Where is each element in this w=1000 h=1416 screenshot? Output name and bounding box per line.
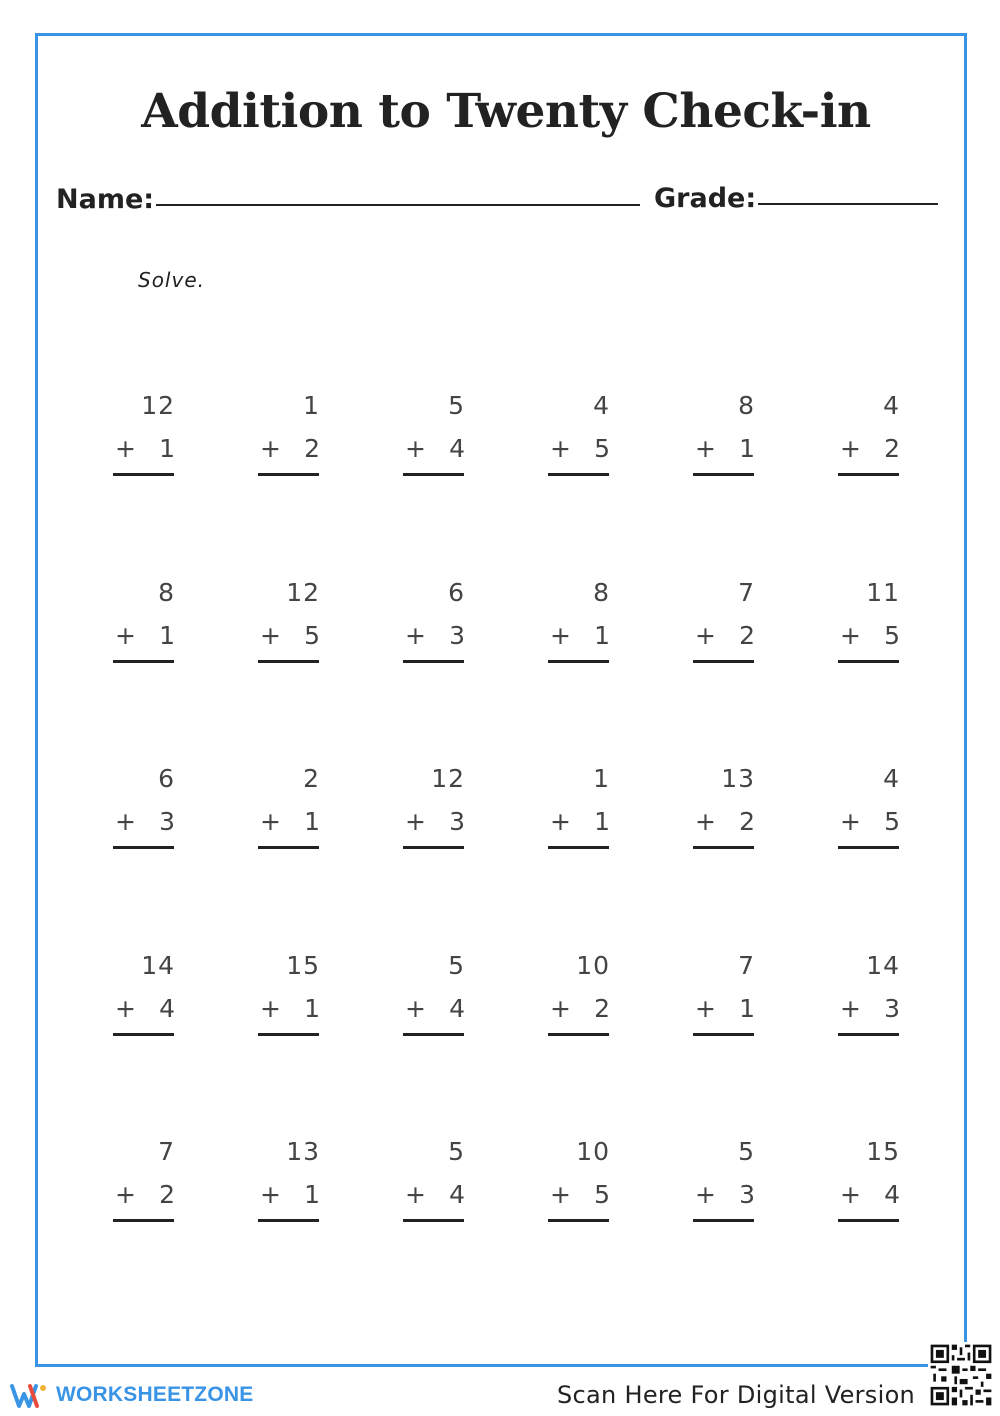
bottom-addend: 1 — [159, 621, 175, 650]
qr-code-icon[interactable] — [928, 1342, 994, 1408]
addition-problem — [838, 391, 900, 471]
worksheetzone-logo-icon — [10, 1380, 50, 1410]
plus-sign: + — [260, 434, 281, 463]
answer-line[interactable] — [258, 1219, 319, 1222]
plus-sign: + — [695, 434, 716, 463]
addition-problem — [693, 391, 755, 471]
addition-problem — [548, 951, 610, 1031]
plus-sign: + — [115, 807, 136, 836]
top-addend: 14 — [141, 951, 175, 980]
bottom-addend: 3 — [739, 1180, 755, 1209]
bottom-addend: 5 — [594, 434, 610, 463]
bottom-addend: 1 — [304, 1180, 320, 1209]
plus-sign: + — [840, 807, 861, 836]
bottom-addend: 4 — [449, 1180, 465, 1209]
top-addend: 12 — [286, 578, 320, 607]
answer-line[interactable] — [113, 1033, 174, 1036]
plus-sign: + — [550, 807, 571, 836]
top-addend: 4 — [883, 764, 900, 793]
answer-line[interactable] — [113, 846, 174, 849]
answer-line[interactable] — [403, 1033, 464, 1036]
addition-problem — [838, 1137, 900, 1217]
addition-problem — [113, 951, 175, 1031]
addition-problem — [693, 578, 755, 658]
addition-problem — [258, 391, 320, 471]
bottom-addend: 5 — [884, 621, 900, 650]
addition-problem — [693, 1137, 755, 1217]
top-addend: 7 — [158, 1137, 175, 1166]
bottom-addend: 2 — [594, 994, 610, 1023]
answer-line[interactable] — [693, 1219, 754, 1222]
bottom-addend: 3 — [449, 621, 465, 650]
answer-line[interactable] — [113, 660, 174, 663]
addition-problem — [403, 391, 465, 471]
answer-line[interactable] — [403, 473, 464, 476]
plus-sign: + — [695, 994, 716, 1023]
plus-sign: + — [115, 1180, 136, 1209]
addition-problem — [403, 764, 465, 844]
bottom-addend: 1 — [304, 807, 320, 836]
plus-sign: + — [260, 1180, 281, 1209]
addition-problem — [548, 391, 610, 471]
bottom-addend: 1 — [739, 994, 755, 1023]
plus-sign: + — [695, 1180, 716, 1209]
bottom-addend: 1 — [159, 434, 175, 463]
top-addend: 5 — [448, 951, 465, 980]
top-addend: 12 — [431, 764, 465, 793]
answer-line[interactable] — [693, 846, 754, 849]
scan-instruction: Scan Here For Digital Version — [557, 1381, 916, 1409]
plus-sign: + — [405, 807, 426, 836]
bottom-addend: 2 — [884, 434, 900, 463]
grade-blank-line[interactable] — [758, 203, 938, 205]
top-addend: 13 — [721, 764, 755, 793]
plus-sign: + — [840, 434, 861, 463]
bottom-addend: 3 — [449, 807, 465, 836]
answer-line[interactable] — [258, 473, 319, 476]
top-addend: 6 — [448, 578, 465, 607]
addition-problem — [548, 764, 610, 844]
bottom-addend: 2 — [739, 621, 755, 650]
answer-line[interactable] — [838, 1033, 899, 1036]
addition-problem — [258, 1137, 320, 1217]
page-title: Addition to Twenty Check-in — [141, 84, 871, 139]
top-addend: 10 — [576, 1137, 610, 1166]
name-label: Name: — [56, 184, 155, 215]
plus-sign: + — [550, 621, 571, 650]
plus-sign: + — [550, 1180, 571, 1209]
addition-problem — [258, 951, 320, 1031]
addition-problem — [403, 951, 465, 1031]
answer-line[interactable] — [548, 1219, 609, 1222]
addition-problem — [693, 764, 755, 844]
plus-sign: + — [260, 807, 281, 836]
answer-line[interactable] — [693, 660, 754, 663]
top-addend: 4 — [593, 391, 610, 420]
top-addend: 13 — [286, 1137, 320, 1166]
answer-line[interactable] — [258, 1033, 319, 1036]
answer-line[interactable] — [258, 660, 319, 663]
answer-line[interactable] — [838, 473, 899, 476]
plus-sign: + — [115, 434, 136, 463]
bottom-addend: 3 — [884, 994, 900, 1023]
grade-label: Grade: — [654, 183, 757, 214]
answer-line[interactable] — [403, 846, 464, 849]
top-addend: 8 — [593, 578, 610, 607]
addition-problem — [838, 578, 900, 658]
answer-line[interactable] — [548, 660, 609, 663]
top-addend: 10 — [576, 951, 610, 980]
brand-logo-group — [10, 1378, 253, 1412]
plus-sign: + — [695, 621, 716, 650]
plus-sign: + — [405, 1180, 426, 1209]
plus-sign: + — [260, 994, 281, 1023]
answer-line[interactable] — [693, 473, 754, 476]
plus-sign: + — [405, 621, 426, 650]
top-addend: 4 — [883, 391, 900, 420]
bottom-addend: 5 — [884, 807, 900, 836]
addition-problem — [403, 578, 465, 658]
bottom-addend: 2 — [304, 434, 320, 463]
bottom-addend: 1 — [739, 434, 755, 463]
top-addend: 7 — [738, 578, 755, 607]
bottom-addend: 2 — [739, 807, 755, 836]
addition-problem — [548, 578, 610, 658]
top-addend: 8 — [738, 391, 755, 420]
top-addend: 1 — [593, 764, 610, 793]
top-addend: 14 — [866, 951, 900, 980]
answer-line[interactable] — [403, 660, 464, 663]
top-addend: 5 — [448, 391, 465, 420]
bottom-addend: 1 — [594, 807, 610, 836]
plus-sign: + — [405, 994, 426, 1023]
addition-problem — [548, 1137, 610, 1217]
bottom-addend: 1 — [594, 621, 610, 650]
top-addend: 8 — [158, 578, 175, 607]
name-blank-line[interactable] — [156, 204, 640, 206]
bottom-addend: 5 — [594, 1180, 610, 1209]
top-addend: 11 — [866, 578, 900, 607]
top-addend: 2 — [303, 764, 320, 793]
top-addend: 5 — [448, 1137, 465, 1166]
addition-problem — [403, 1137, 465, 1217]
top-addend: 12 — [141, 391, 175, 420]
answer-line[interactable] — [548, 1033, 609, 1036]
answer-line[interactable] — [548, 846, 609, 849]
addition-problem — [258, 578, 320, 658]
bottom-addend: 5 — [304, 621, 320, 650]
plus-sign: + — [840, 994, 861, 1023]
bottom-addend: 1 — [304, 994, 320, 1023]
top-addend: 1 — [303, 391, 320, 420]
answer-line[interactable] — [693, 1033, 754, 1036]
plus-sign: + — [695, 807, 716, 836]
top-addend: 6 — [158, 764, 175, 793]
plus-sign: + — [550, 994, 571, 1023]
bottom-addend: 4 — [159, 994, 175, 1023]
instructions: Solve. — [138, 268, 205, 292]
top-addend: 15 — [286, 951, 320, 980]
grade-field[interactable] — [654, 183, 938, 214]
top-addend: 7 — [738, 951, 755, 980]
addition-problem — [693, 951, 755, 1031]
answer-line[interactable] — [113, 1219, 174, 1222]
answer-line[interactable] — [838, 1219, 899, 1222]
bottom-addend: 2 — [159, 1180, 175, 1209]
plus-sign: + — [115, 621, 136, 650]
bottom-addend: 3 — [159, 807, 175, 836]
addition-problem — [838, 951, 900, 1031]
answer-line[interactable] — [258, 846, 319, 849]
answer-line[interactable] — [403, 1219, 464, 1222]
name-field[interactable] — [56, 184, 640, 215]
plus-sign: + — [115, 994, 136, 1023]
plus-sign: + — [840, 621, 861, 650]
plus-sign: + — [260, 621, 281, 650]
addition-problem — [838, 764, 900, 844]
bottom-addend: 4 — [449, 994, 465, 1023]
answer-line[interactable] — [548, 473, 609, 476]
bottom-addend: 4 — [884, 1180, 900, 1209]
addition-problem — [113, 1137, 175, 1217]
addition-problem — [258, 764, 320, 844]
bottom-addend: 4 — [449, 434, 465, 463]
top-addend: 5 — [738, 1137, 755, 1166]
answer-line[interactable] — [838, 660, 899, 663]
addition-problem — [113, 578, 175, 658]
addition-problem — [113, 391, 175, 471]
plus-sign: + — [405, 434, 426, 463]
plus-sign: + — [550, 434, 571, 463]
answer-line[interactable] — [838, 846, 899, 849]
brand-name: WORKSHEETZONE — [56, 1383, 254, 1406]
plus-sign: + — [840, 1180, 861, 1209]
answer-line[interactable] — [113, 473, 174, 476]
addition-problem — [113, 764, 175, 844]
top-addend: 15 — [866, 1137, 900, 1166]
